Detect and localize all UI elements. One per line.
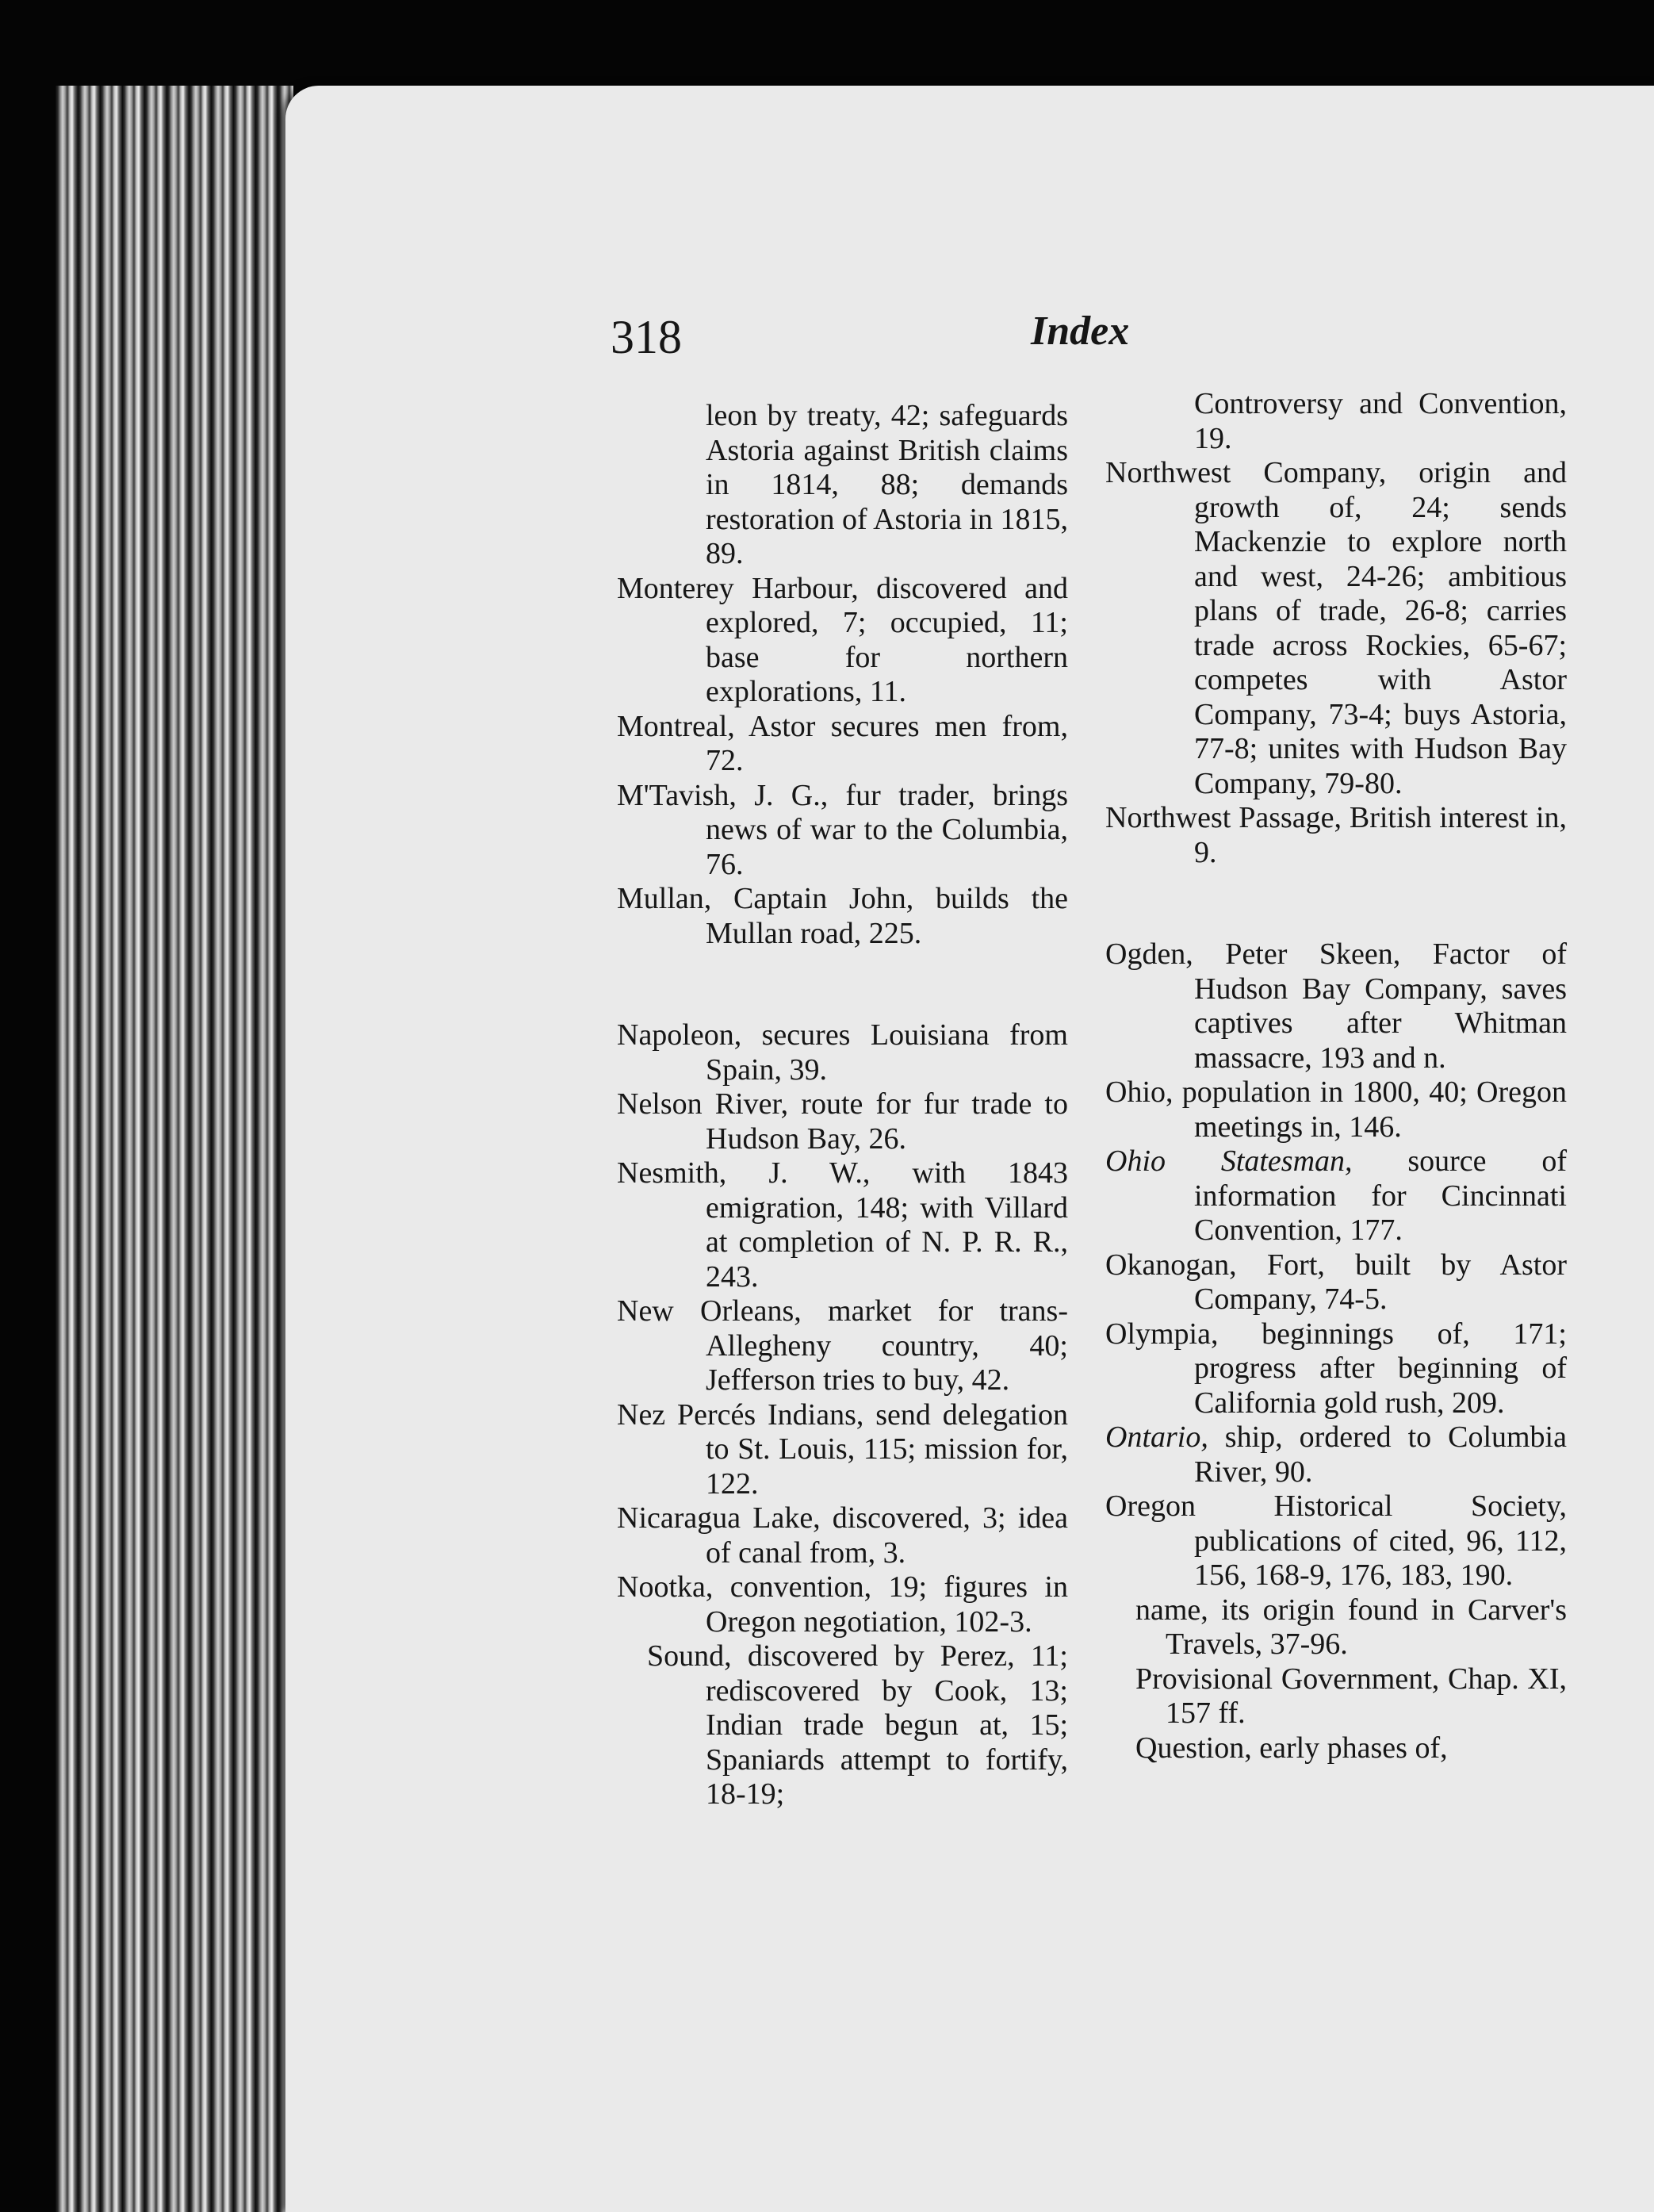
index-entry: Nelson River, route for fur trade to Hudson Bay, 26. [617, 1087, 1068, 1156]
italic-heading: Ohio Statesman, [1105, 1144, 1353, 1178]
running-title: Index [1031, 309, 1130, 354]
index-entry: Napoleon, secures Louisiana from Spain, 39. [617, 1018, 1068, 1087]
index-entry: Controversy and Convention, 19. [1194, 387, 1567, 455]
index-entry: Nesmith, J. W., with 1843 emigration, 148; with Villard at completion of N. P. R. R., 243. [617, 1156, 1068, 1294]
entry-text: source of information for Cincinnati Convention, 177. [1194, 1144, 1567, 1247]
index-entry: Mullan, Captain John, builds the Mullan road, 225. [617, 882, 1068, 950]
index-entry: M'Tavish, J. G., fur trader, brings news of war to the Columbia, 76. [617, 778, 1068, 881]
index-subentry: name, its origin found in Carver's Travels, 37-96. [1135, 1593, 1567, 1661]
index-entry: New Orleans, market for trans-Allegheny country, 40; Jefferson tries to buy, 42. [617, 1294, 1068, 1397]
index-entry: leon by treaty, 42; safeguards Astoria against British claims in 1814, 88; demands restoration of Astoria in 1815, 89. [706, 399, 1068, 570]
italic-heading: Ontario, [1105, 1420, 1208, 1454]
book-fore-edge [56, 86, 293, 2212]
index-entry: Nicaragua Lake, discovered, 3; idea of canal from, 3. [617, 1501, 1068, 1570]
index-subentry: Sound, discovered by Perez, 11; rediscovered by Cook, 13; Indian trade begun at, 15; Spaniards attempt to fortify, 18-19; [647, 1639, 1068, 1811]
index-subentry: Provisional Government, Chap. XI, 157 ff. [1135, 1662, 1567, 1730]
index-entry: Northwest Passage, British interest in, 9. [1105, 801, 1567, 869]
index-entry: Ogden, Peter Skeen, Factor of Hudson Bay Company, saves captives after Whitman massacre, 193 and n. [1105, 937, 1567, 1075]
page-number: 318 [611, 311, 682, 363]
index-column-right [1105, 387, 1567, 1765]
index-entry: Okanogan, Fort, built by Astor Company, 74-5. [1105, 1248, 1567, 1316]
index-entry [1105, 1420, 1567, 1489]
index-column-left [617, 399, 1068, 1812]
index-entry: Ohio, population in 1800, 40; Oregon meetings in, 146. [1105, 1075, 1567, 1144]
index-entry: Montreal, Astor secures men from, 72. [617, 709, 1068, 777]
index-entry: Monterey Harbour, discovered and explored, 7; occupied, 11; base for northern explorations, 11. [617, 571, 1068, 708]
index-entry: Northwest Company, origin and growth of, 24; sends Mackenzie to explore north and west, 24-26; ambitious plans of trade, 26-8; carries trade across Rockies, 65-67; competes with Astor Company, 73-4; buys Astoria, 77-8; unites with Hudson Bay Company, 79-80. [1105, 456, 1567, 800]
index-entry: Nootka, convention, 19; figures in Oregon negotiation, 102-3. [617, 1570, 1068, 1639]
index-entry [1105, 1144, 1567, 1248]
index-subentry: Question, early phases of, [1135, 1731, 1448, 1765]
entry-text: ship, ordered to Columbia River, 90. [1194, 1420, 1567, 1489]
index-entry: Oregon Historical Society, publications of cited, 96, 112, 156, 168-9, 176, 183, 190. [1105, 1489, 1567, 1592]
index-entry: Nez Percés Indians, send delegation to St. Louis, 115; mission for, 122. [617, 1397, 1068, 1501]
index-entry: Olympia, beginnings of, 171; progress after beginning of California gold rush, 209. [1105, 1317, 1567, 1420]
